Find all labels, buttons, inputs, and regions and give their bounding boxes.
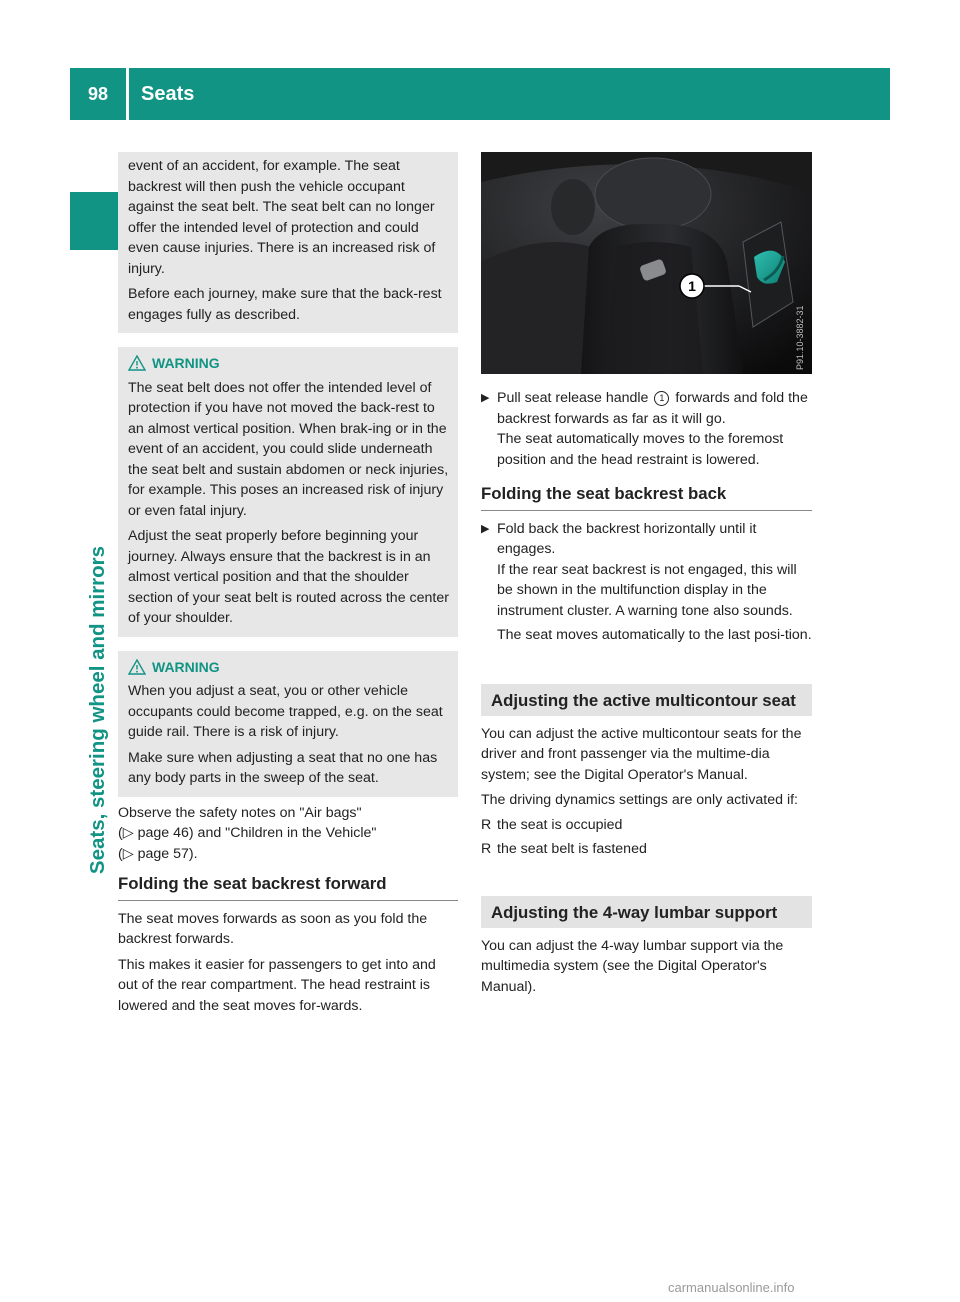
continued-note-p2: Before each journey, make sure that the back-rest engages fully as described. <box>128 286 442 323</box>
step1-p2: The seat automatically moves to the foremost position and the head restraint is lowered. <box>497 431 784 468</box>
heading-multicontour: Adjusting the active multicontour seat <box>481 684 812 716</box>
multicontour-p2: The driving dynamics settings are only activated if: <box>481 792 799 808</box>
bullet-text-1: the seat is occupied <box>497 816 623 833</box>
watermark-text: carmanualsonline.info <box>668 1280 795 1295</box>
warning-header-2 <box>128 657 450 678</box>
bullet-marker: R <box>481 816 492 833</box>
warning-header-1 <box>128 353 450 374</box>
page-ref-arrow-icon: ▷ <box>122 825 134 841</box>
warning2-p1: When you adjust a seat, you or other vehicle occupants could become trapped, e.g. on the seat guide rail. There is a risk of injury. <box>128 683 443 740</box>
warning-box-2 <box>118 651 458 797</box>
callout-1-inline: 1 <box>654 391 669 406</box>
fold-forward-p1: The seat moves forwards as soon as you fold the backrest forwards. <box>118 910 428 947</box>
right-column <box>481 152 812 997</box>
left-column <box>118 152 458 1016</box>
observe-line-1: Observe the safety notes on "Air bags" <box>118 804 362 821</box>
warning2-p2: Make sure when adjusting a seat that no one has any body parts in the sweep of the seat. <box>128 749 438 786</box>
step2-p3: The seat moves automatically to the last posi-tion. <box>497 627 812 643</box>
observe-line-2: (▷ page 46) and "Children in the Vehicle" <box>118 825 377 841</box>
step-arrow-icon: ▶ <box>481 522 490 535</box>
page-ref-arrow-icon: ▷ <box>122 845 134 862</box>
observe-line-3: (▷ page 57). <box>118 845 198 862</box>
header-divider <box>126 68 129 120</box>
warning1-p1: The seat belt does not offer the intended level of protection if you have not moved the back-rest to an almost vertical position. When brak-ing or in the event of an accident, you could slide underneath the seat belt and sustain abdomen or neck injuries, for example. This poses an increased risk of injury or even fatal injury. <box>128 379 449 519</box>
warning-box-1 <box>118 347 458 637</box>
warning-triangle-icon <box>128 355 146 371</box>
callout-1-label: 1 <box>688 278 696 294</box>
photo-code-label: P91.10-3882-31 <box>795 305 805 370</box>
bullet-marker: R <box>481 841 492 857</box>
multicontour-p1: You can adjust the active multicontour seats for the driver and front passenger via the multime-dia system; see the Digital Operator's Manual. <box>481 725 802 783</box>
continued-note-box <box>118 152 458 333</box>
warning-triangle-icon <box>128 659 146 675</box>
step-arrow-icon: ▶ <box>481 392 490 404</box>
step1-pre: Pull seat release handle <box>497 390 649 406</box>
heading-lumbar: Adjusting the 4-way lumbar support <box>481 896 812 928</box>
warning-title-2: WARNING <box>152 658 220 675</box>
step-pull-release <box>481 388 812 470</box>
fold-forward-p2: This makes it easier for passengers to get into and out of the rear compartment. The head restraint is lowered and the seat moves for-wards. <box>118 956 436 1014</box>
step2-p1: Fold back the backrest horizontally until it engages. <box>497 520 757 557</box>
children-page-link[interactable]: page 57). <box>137 845 198 862</box>
observe-safety-notes <box>118 803 458 865</box>
page-number: 98 <box>87 83 109 104</box>
step1-post: forwards and fold the backrest forwards as far as it will go. <box>497 390 808 427</box>
bullet-text-2: the seat belt is fastened <box>497 841 647 857</box>
seat-photo-illustration <box>481 152 812 374</box>
heading-fold-forward: Folding the seat backrest forward <box>118 874 458 901</box>
warning1-p2: Adjust the seat properly before beginning your journey. Always ensure that the backrest is in an almost vertical position and that the shoulder section of your seat belt is routed across the center of your shoulder. <box>128 528 449 626</box>
step2-p2: If the rear seat backrest is not engaged, this will be shown in the multifunction display in the instrument cluster. A warning tone also sounds. <box>497 561 797 619</box>
bullet-item <box>481 839 812 860</box>
seat-release-photo <box>481 152 812 374</box>
heading-fold-back: Folding the seat backrest back <box>481 484 812 511</box>
side-tab-label-container <box>77 545 119 875</box>
bullet-item <box>481 815 812 836</box>
lumbar-p1: You can adjust the 4-way lumbar support via the multimedia system (see the Digital Operator's Manual). <box>481 937 784 995</box>
warning-title-1: WARNING <box>152 355 220 371</box>
section-title: Seats <box>141 82 195 105</box>
air-bags-page-link[interactable]: page 46) and "Children in the Vehicle" <box>137 825 377 841</box>
continued-note-p1: event of an accident, for example. The seat backrest will then push the vehicle occupant against the seat belt. The seat belt can no longer offer the intended level of protection and could even cause injuries. There is an increased risk of injury. <box>128 158 436 277</box>
side-tab-label: Seats, steering wheel and mirrors <box>86 545 109 875</box>
step-fold-back <box>481 519 812 646</box>
step1-text <box>497 388 812 429</box>
